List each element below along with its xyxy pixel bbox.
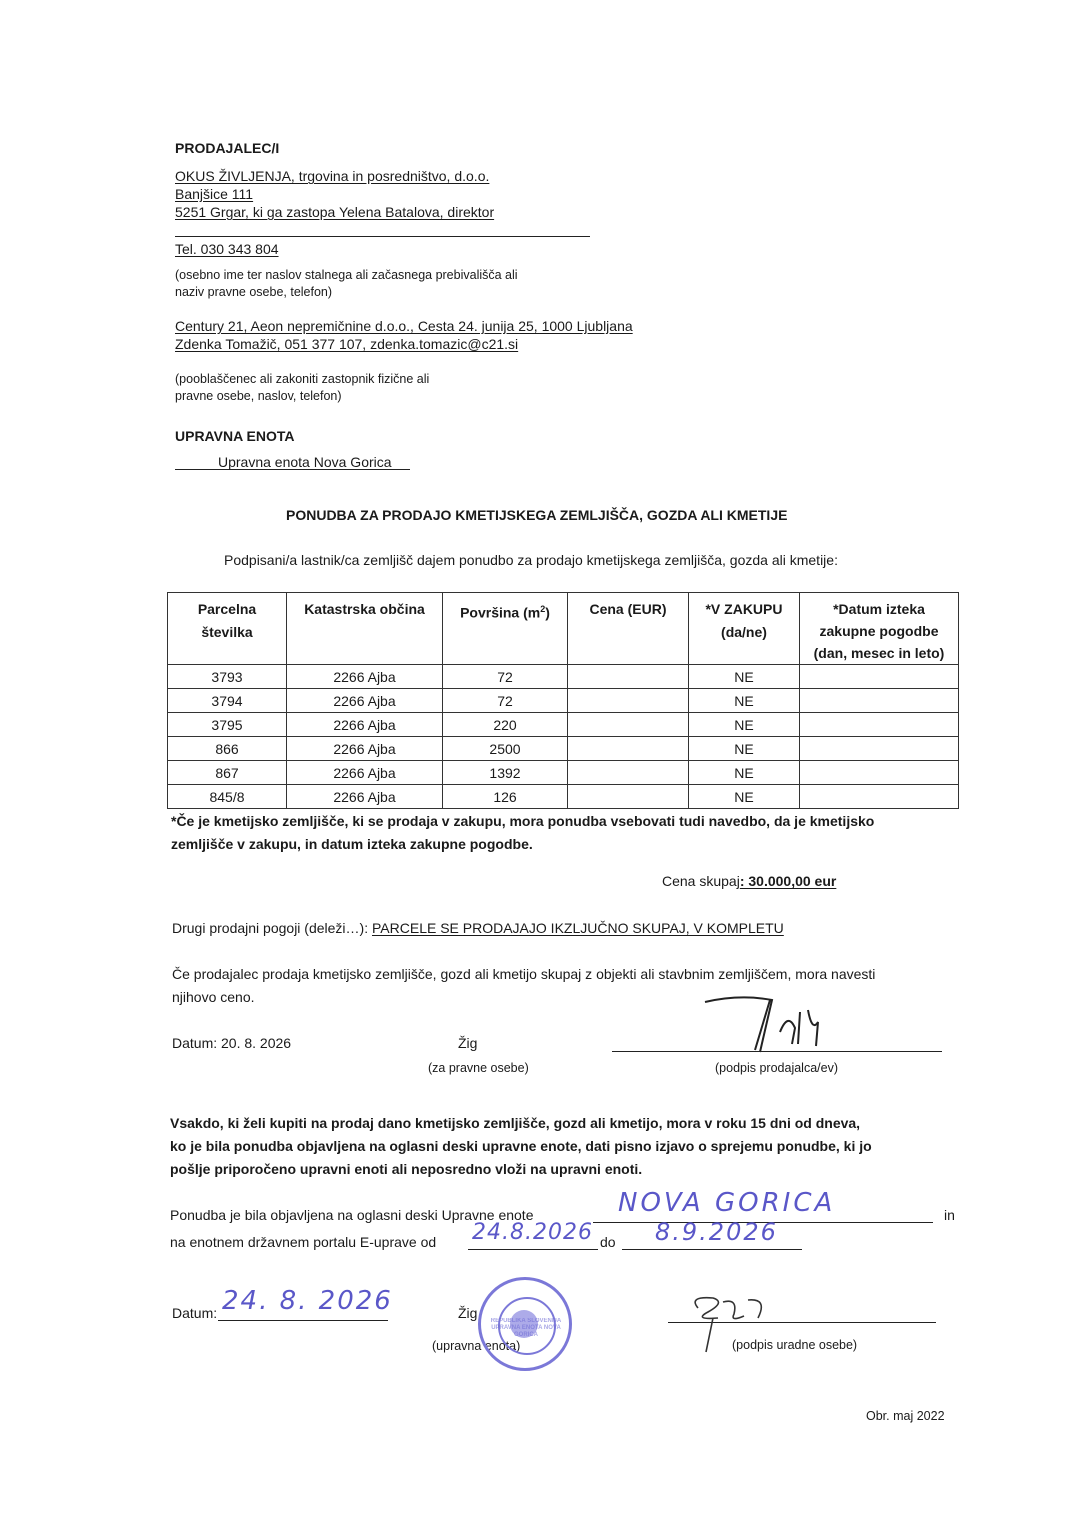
table-footnote-1: *Če je kmetijsko zemljišče, ki se prodaja v zakupu, mora ponudba vsebovati tudi navedbo, da je kmetijsko — [171, 813, 875, 829]
official-stamp-icon — [478, 1277, 572, 1371]
notice-line-2: ko je bila ponudba objavljena na oglasni deski upravne enote, dati pisno izjavo o sprejemu ponudbe, ki jo — [170, 1138, 872, 1154]
table-header-row — [168, 593, 959, 665]
table-row — [168, 785, 959, 809]
official-stamp-text: REPUBLIKA SLOVENIJA UPRAVNA ENOTA NOVA GORICA — [490, 1318, 562, 1338]
table-row — [168, 737, 959, 761]
form-version: Obr. maj 2022 — [866, 1409, 945, 1423]
publication-in: in — [944, 1207, 955, 1223]
table-row — [168, 665, 959, 689]
agent-note-1: (pooblaščenec ali zakoniti zastopnik fizične ali — [175, 372, 430, 386]
seller-note-1: (osebno ime ter naslov stalnega ali začasnega prebivališča ali — [175, 268, 518, 282]
cell-price — [568, 761, 689, 785]
cell-ko: 2266 Ajba — [287, 665, 443, 689]
col-area-header: Površina $(m^2)$ — [443, 593, 568, 665]
seller-signature-icon — [700, 982, 840, 1057]
cell-ko: 2266 Ajba — [287, 785, 443, 809]
table-footnote-2: zemljišče v zakupu, in datum izteka zakupne pogodbe. — [171, 836, 533, 852]
agent-line-1: Century 21, Aeon nepremičnine d.o.o., Cesta 24. junija 25, 1000 Ljubljana — [175, 318, 633, 334]
cell-parcel: 845/8 — [168, 785, 287, 809]
total-label: Cena skupaj — [662, 873, 740, 889]
total-price — [662, 873, 836, 889]
col-ko-header: Katastrska občina — [287, 593, 443, 665]
admin-unit-value: Upravna enota Nova Gorica — [218, 454, 392, 470]
conditions-value: PARCELE SE PRODAJAJO IKZLJUČNO SKUPAJ, V KOMPLETU — [372, 920, 784, 936]
publication-to-label: do — [600, 1234, 616, 1250]
seller-phone: Tel. 030 343 804 — [175, 241, 279, 257]
cell-parcel: 3795 — [168, 713, 287, 737]
cell-date — [800, 737, 959, 761]
cell-area: 220 — [443, 713, 568, 737]
cell-lease: NE — [689, 785, 800, 809]
official-date-label: Datum: — [172, 1305, 218, 1321]
official-date-handwritten: 24. 8. 2026 — [222, 1286, 393, 1316]
official-stamp-label: Žig — [458, 1305, 478, 1321]
total-value: : 30.000,00 eur — [739, 873, 837, 889]
official-signature-icon — [668, 1288, 778, 1358]
seller-stamp-label: Žig — [458, 1035, 478, 1051]
admin-unit-heading: UPRAVNA ENOTA — [175, 428, 295, 444]
conditions — [172, 920, 784, 936]
cell-ko: 2266 Ajba — [287, 737, 443, 761]
official-stamp-note: (upravna enota) — [432, 1339, 521, 1353]
seller-heading: PRODAJALEC/I — [175, 140, 280, 156]
col-parcel-header: Parcelna številka — [168, 593, 287, 665]
col-date-header: *Datum izteka zakupne pogodbe (dan, mesec in leto) — [800, 593, 959, 665]
offer-title: PONUDBA ZA PRODAJO KMETIJSKEGA ZEMLJIŠČA, GOZDA ALI KMETIJE — [286, 507, 788, 523]
cell-date — [800, 689, 959, 713]
seller-sign-note: (podpis prodajalca/ev) — [715, 1061, 838, 1075]
cell-area: 1392 — [443, 761, 568, 785]
cell-lease: NE — [689, 689, 800, 713]
publication-from-handwritten: 24.8.2026 — [472, 1220, 593, 1245]
cell-date — [800, 761, 959, 785]
official-date-line — [218, 1320, 388, 1321]
publication-unit-handwritten: NOVA GORICA — [618, 1188, 836, 1218]
cell-lease: NE — [689, 665, 800, 689]
table-row — [168, 713, 959, 737]
cell-parcel: 3793 — [168, 665, 287, 689]
cell-area: 126 — [443, 785, 568, 809]
objects-note-1: Če prodajalec prodaja kmetijsko zemljišče, gozd ali kmetijo skupaj z objekti ali stavbnim zemljiščem, mora navesti — [172, 966, 876, 982]
cell-parcel: 866 — [168, 737, 287, 761]
cell-parcel: 3794 — [168, 689, 287, 713]
cell-lease: NE — [689, 737, 800, 761]
notice-line-3: pošlje priporočeno upravni enoti ali neposredno vloži na upravni enoti. — [170, 1161, 643, 1177]
cell-date — [800, 713, 959, 737]
official-sign-note: (podpis uradne osebe) — [732, 1338, 858, 1352]
cell-ko: 2266 Ajba — [287, 713, 443, 737]
conditions-label: Drugi prodajni pogoji (deleži…): — [172, 920, 372, 936]
col-lease-header: *V ZAKUPU (da/ne) — [689, 593, 800, 665]
objects-note-2: njihovo ceno. — [172, 989, 255, 1005]
notice-line-1: Vsakdo, ki želi kupiti na prodaj dano kmetijsko zemljišče, gozd ali kmetijo, mora v roku 15 dni od dneva, — [170, 1115, 861, 1131]
parcel-table — [167, 592, 959, 809]
cell-area: 72 — [443, 665, 568, 689]
seller-city-rep: 5251 Grgar, ki ga zastopa Yelena Batalova, direktor — [175, 204, 495, 220]
cell-area: 2500 — [443, 737, 568, 761]
table-row — [168, 689, 959, 713]
publication-line-1: Ponudba je bila objavljena na oglasni deski Upravne enote — [170, 1207, 534, 1223]
cell-date — [800, 665, 959, 689]
cell-lease: NE — [689, 761, 800, 785]
seller-note-2: naziv pravne osebe, telefon) — [175, 285, 333, 299]
publication-line-2: na enotnem državnem portalu E-uprave od — [170, 1234, 437, 1250]
table-row — [168, 761, 959, 785]
seller-street: Banjšice 111 — [175, 186, 254, 202]
seller-date: Datum: 20. 8. 2026 — [172, 1035, 292, 1051]
cell-parcel: 867 — [168, 761, 287, 785]
cell-ko: 2266 Ajba — [287, 689, 443, 713]
cell-price — [568, 785, 689, 809]
cell-price — [568, 713, 689, 737]
cell-ko: 2266 Ajba — [287, 761, 443, 785]
cell-price — [568, 665, 689, 689]
seller-stamp-note: (za pravne osebe) — [428, 1061, 529, 1075]
cell-price — [568, 689, 689, 713]
agent-line-2: Zdenka Tomažič, 051 377 107, zdenka.tomazic@c21.si — [175, 336, 519, 352]
cell-price — [568, 737, 689, 761]
cell-lease: NE — [689, 713, 800, 737]
divider — [175, 236, 590, 237]
seller-name: OKUS ŽIVLJENJA, trgovina in posredništvo, d.o.o. — [175, 168, 490, 184]
agent-note-2: pravne osebe, naslov, telefon) — [175, 389, 342, 403]
col-price-header: Cena (EUR) — [568, 593, 689, 665]
publication-to-line — [622, 1249, 802, 1250]
offer-intro: Podpisani/a lastnik/ca zemljišč dajem ponudbo za prodajo kmetijskega zemljišča, gozda ali kmetije: — [224, 552, 838, 568]
cell-date — [800, 785, 959, 809]
cell-area: 72 — [443, 689, 568, 713]
publication-from-line — [468, 1249, 598, 1250]
publication-to-handwritten: 8.9.2026 — [655, 1218, 778, 1246]
